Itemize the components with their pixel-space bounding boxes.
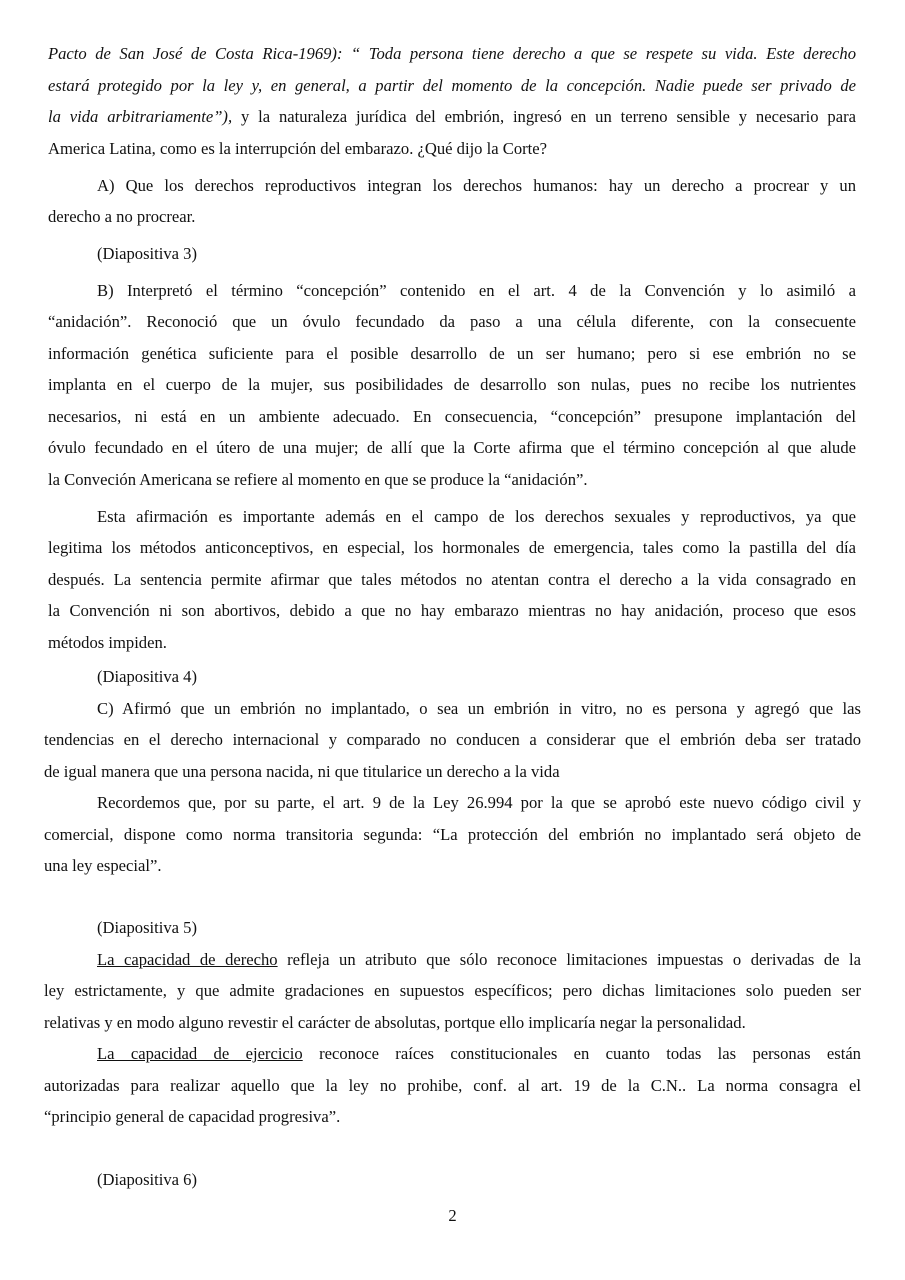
paragraph-line: “anidación”. Reconoció que un óvulo fecundado da paso a una célula diferente, con la consecuente — [48, 312, 856, 331]
slide-reference: (Diapositiva 5) — [97, 918, 198, 937]
paragraph-line: America Latina, como es la interrupción del embarazo. ¿Qué dijo la Corte? — [48, 139, 547, 158]
paragraph-line: tendencias en el derecho internacional y comparado no conducen a considerar que el embrión deba ser tratado — [44, 730, 861, 749]
paragraph-line: implanta en el cuerpo de la mujer, sus posibilidades de desarrollo son nulas, pues no recibe los nutrientes — [48, 375, 856, 394]
paragraph-line: A) Que los derechos reproductivos integran los derechos humanos: hay un derecho a procrear y un — [97, 176, 856, 195]
paragraph-line: información genética suficiente para el posible desarrollo de un ser humano; pero si ese embrión no se — [48, 344, 856, 363]
slide-reference: (Diapositiva 4) — [97, 667, 198, 686]
text: y la naturaleza jurídica del embrión, ingresó en un terreno sensible y necesario para — [232, 107, 856, 126]
paragraph-line: autorizadas para realizar aquello que la ley no prohibe, conf. al art. 19 de la C.N.. La norma consagra el — [44, 1076, 861, 1095]
slide-reference: (Diapositiva 6) — [97, 1170, 198, 1189]
paragraph-line — [48, 107, 856, 127]
text: reconoce raíces constitucionales en cuanto todas las personas están — [302, 1044, 861, 1063]
paragraph-line: C) Afirmó que un embrión no implantado, o sea un embrión in vitro, no es persona y agregó que las — [97, 699, 861, 718]
paragraph-line: estará protegido por la ley y, en general, a partir del momento de la concepción. Nadie puede ser privado de — [48, 76, 856, 95]
italic-text: la vida arbitrariamente”), — [48, 107, 233, 126]
paragraph-line: necesarios, ni está en un ambiente adecuado. En consecuencia, “concepción” presupone implantación del — [48, 407, 856, 426]
paragraph-line: de igual manera que una persona nacida, ni que titularice un derecho a la vida — [44, 762, 560, 781]
paragraph-line: Pacto de San José de Costa Rica-1969): “ Toda persona tiene derecho a que se respete su vida. Este derecho — [48, 44, 856, 63]
paragraph-line: Esta afirmación es importante además en el campo de los derechos sexuales y reproductivos, ya que — [97, 507, 856, 526]
slide-reference: (Diapositiva 3) — [97, 244, 198, 263]
paragraph-line: óvulo fecundado en el útero de una mujer; de allí que la Corte afirma que el término concepción al que alude — [48, 438, 856, 457]
paragraph-line — [97, 950, 861, 970]
paragraph-line: métodos impiden. — [48, 633, 167, 652]
underlined-term: La capacidad de derecho — [97, 950, 278, 969]
page-number: 2 — [448, 1206, 457, 1225]
paragraph-line: después. La sentencia permite afirmar que tales métodos no atentan contra el derecho a la vida consagrado en — [48, 570, 856, 589]
paragraph-line: una ley especial”. — [44, 856, 162, 875]
paragraph-line: Recordemos que, por su parte, el art. 9 de la Ley 26.994 por la que se aprobó este nuevo código civil y — [97, 793, 861, 812]
paragraph-line: “principio general de capacidad progresiva”. — [44, 1107, 341, 1126]
paragraph-line — [97, 1044, 861, 1064]
paragraph-line: la Convención ni son abortivos, debido a que no hay embarazo mientras no hay anidación, proceso que esos — [48, 601, 856, 620]
text: refleja un atributo que sólo reconoce limitaciones impuestas o derivadas de la — [277, 950, 861, 969]
paragraph-line: comercial, dispone como norma transitoria segunda: “La protección del embrión no implantado será objeto de — [44, 825, 861, 844]
paragraph-line: la Conveción Americana se refiere al momento en que se produce la “anidación”. — [48, 470, 588, 489]
paragraph-line: relativas y en modo alguno revestir el carácter de absolutas, portque ello implicaría negar la personalidad. — [44, 1013, 746, 1032]
paragraph-line: ley estrictamente, y que admite gradaciones en supuestos específicos; pero dichas limitaciones solo pueden ser — [44, 981, 861, 1000]
underlined-term: La capacidad de ejercicio — [97, 1044, 303, 1063]
paragraph-line: B) Interpretó el término “concepción” contenido en el art. 4 de la Convención y lo asimiló a — [97, 281, 856, 300]
paragraph-line: derecho a no procrear. — [48, 207, 196, 226]
paragraph-line: legitima los métodos anticonceptivos, en especial, los hormonales de emergencia, tales como la pastilla del día — [48, 538, 856, 557]
